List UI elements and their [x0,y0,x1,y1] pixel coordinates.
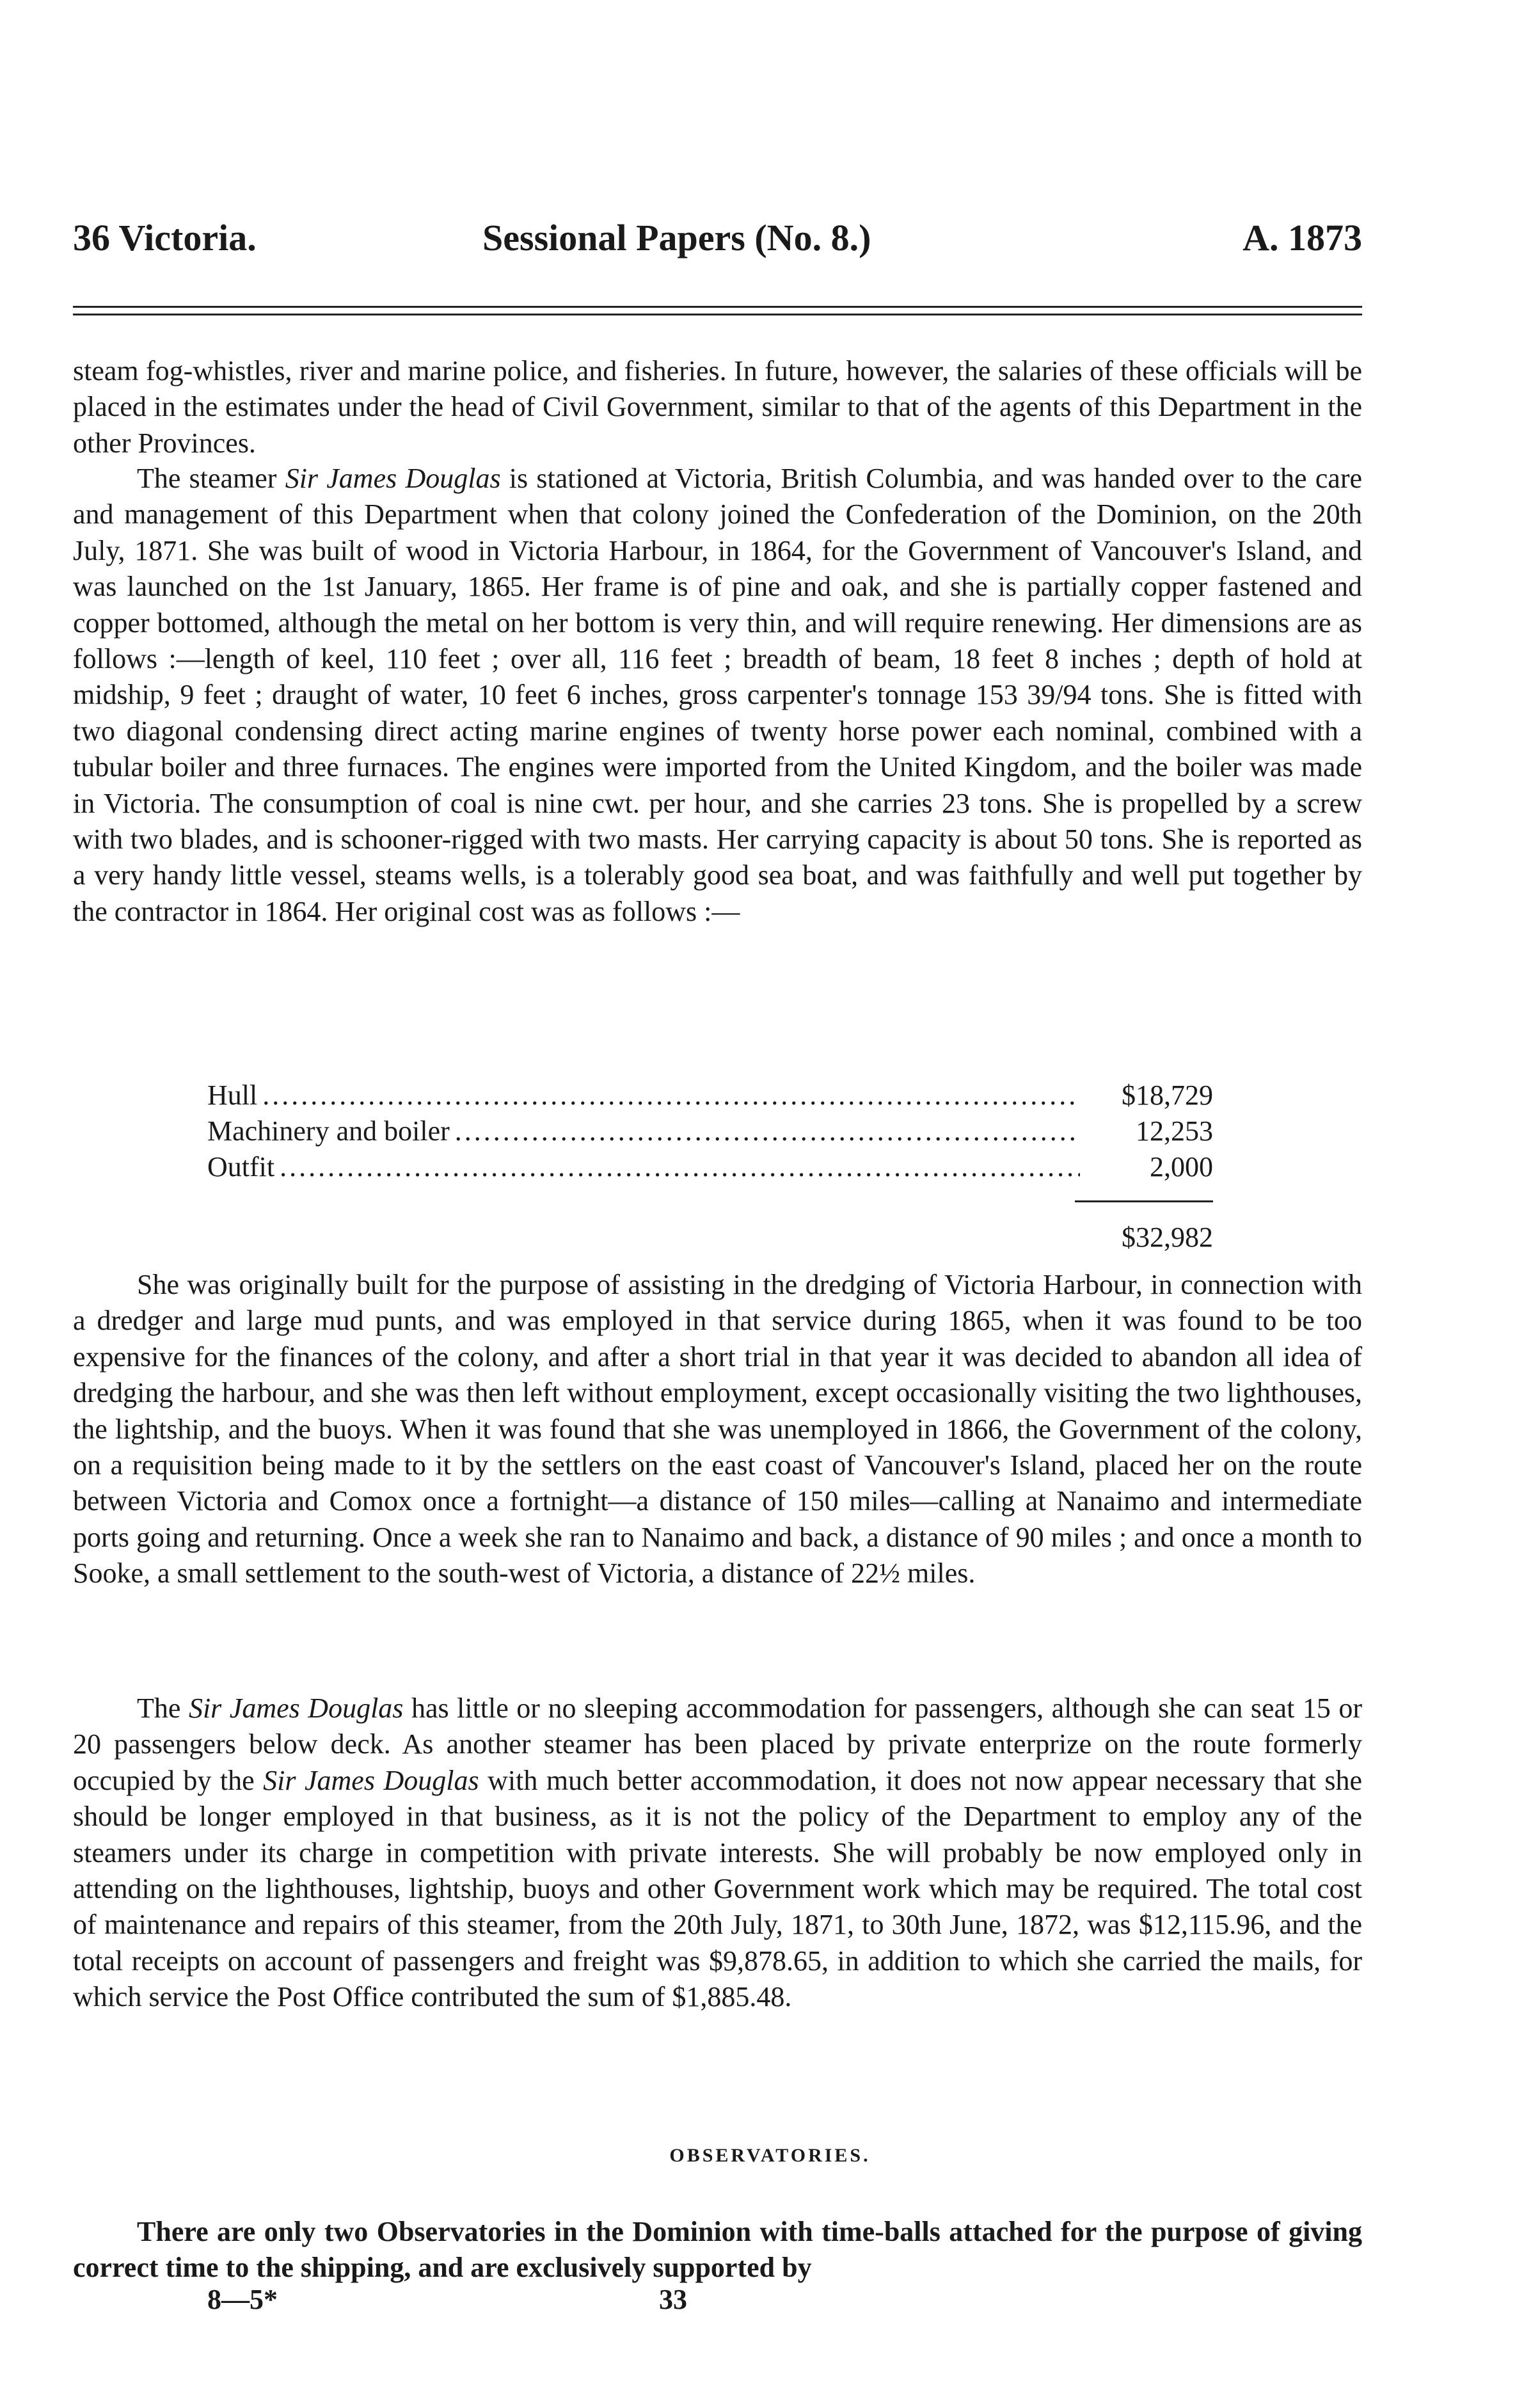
header-rule-top [73,306,1362,308]
cost-total-rule [1075,1200,1213,1202]
cost-label: Machinery and boiler [207,1115,450,1147]
cost-row [207,1113,1213,1149]
paragraph-text [73,1691,1362,2016]
paragraph-continuation [73,353,1362,461]
ship-name: Sir James Douglas [263,1764,479,1796]
section-heading: OBSERVATORIES. [669,2145,871,2166]
dot-leader [280,1149,1080,1185]
paragraph-text [73,461,1362,930]
text-span: has little or no sleeping accommodation for passengers, although she can seat 15 or 20 passengers below deck. As another steamer has been placed by private enterprize on the route formerly occupied by the [73,1692,1363,1796]
text-span: The steamer [137,463,285,494]
paragraph-accommodation [73,1691,1362,2016]
cost-amount: 2,000 [1150,1151,1213,1183]
paragraph-steamer [73,461,1362,930]
cost-table [207,1078,1213,1185]
page-number: 33 [659,2284,687,2315]
cost-row [207,1078,1213,1113]
ship-name: Sir James Douglas [188,1692,404,1724]
text-span: with much better accommodation, it does not now appear necessary that she should be longer employed in that business, as it is not the policy of the Department to employ any of the steamers under its charge in competition with private interests. She will probably be now employed only in attending on the lighthouses, lightship, buoys and other Government work which may be required. The total cost of maintenance and repairs of this steamer, from the 20th July, 1871, to 30th June, 1872, was $12,115.96, and the total receipts on account of passengers and freight was $9,878.65, in addition to which she carried the mails, for which service the Post Office contributed the sum of $1,885.48. [73,1764,1362,2013]
paragraph-text: She was originally built for the purpose of assisting in the dredging of Victoria Harbour, in connection with a dredger and large mud punts, and was employed in that service during 1865, when it was found to be too expensive for the finances of the colony, and after a short trial in that year it was decided to abandon all idea of dredging the harbour, and she was then left without employment, except occasionally visiting the two lighthouses, the lightship, and the buoys. When it was found that she was unemployed in 1866, the Government of the colony, on a requisition being made to it by the settlers on the east coast of Vancouver's Island, placed her on the route between Victoria and Comox once a fortnight—a distance of 150 miles—calling at Nanaimo and intermediate ports going and returning. Once a week she ran to Nanaimo and back, a distance of 90 miles ; and once a month to Sooke, a small settlement to the south-west of Victoria, a distance of 22½ miles. [73,1269,1362,1589]
paragraph-text: steam fog-whistles, river and marine police, and fisheries. In future, however, the salaries of these officials will be placed in the estimates under the head of Civil Government, similar to that of the agents of this Department in the other Provinces. [73,355,1362,459]
paragraph-text: There are only two Observatories in the Dominion with time-balls attached for the purpose of giving correct time to the shipping, and are exclusively supported by [73,2216,1362,2284]
cost-total: $32,982 [1122,1222,1213,1253]
header-year: A. 1873 [1242,217,1362,259]
text-span: is stationed at Victoria, British Columbia, and was handed over to the care and management of this Department when that colony joined the Confederation of the Dominion, on the 20th July, 1871. She was built of wood in Victoria Harbour, in 1864, for the Government of Vancouver's Island, and was launched on the 1st January, 1865. Her frame is of pine and oak, and she is partially copper fastened and copper bottomed, although the metal on her bottom is very thin, and will require renewing. Her dimensions are as follows :—length of keel, 110 feet ; over all, 116 feet ; breadth of beam, 18 feet 8 inches ; depth of hold at midship, 9 feet ; draught of water, 10 feet 6 inches, gross carpenter's tonnage 153 39/94 tons. She is fitted with two diagonal condensing direct acting marine engines of twenty horse power each nominal, combined with a tubular boiler and three furnaces. The engines were imported from the United Kingdom, and the boiler was made in Victoria. The consumption of coal is nine cwt. per hour, and she carries 23 tons. She is propelled by a screw with two blades, and is schooner-rigged with two masts. Her carrying capacity is about 50 tons. She is reported as a very handy little vessel, steams wells, is a tolerably good sea boat, and was faithfully and well put together by the contractor in 1864. Her original cost was as follows :— [73,463,1362,927]
paragraph-observatories [73,2214,1362,2286]
dot-leader [262,1078,1080,1113]
printer-signature: 8—5* [207,2284,278,2315]
cost-amount: 12,253 [1136,1115,1213,1147]
paragraph-history [73,1267,1362,1592]
header-volume: 36 Victoria. [73,217,257,259]
cost-label: Hull [207,1079,258,1111]
header-title: Sessional Papers (No. 8.) [482,217,871,259]
cost-amount: $18,729 [1122,1079,1213,1111]
ship-name: Sir James Douglas [285,463,501,494]
cost-row [207,1149,1213,1185]
dot-leader [455,1113,1080,1149]
text-span: The [137,1692,189,1724]
cost-label: Outfit [207,1151,275,1183]
page-header [73,216,1362,267]
header-rule-bottom [73,314,1362,315]
